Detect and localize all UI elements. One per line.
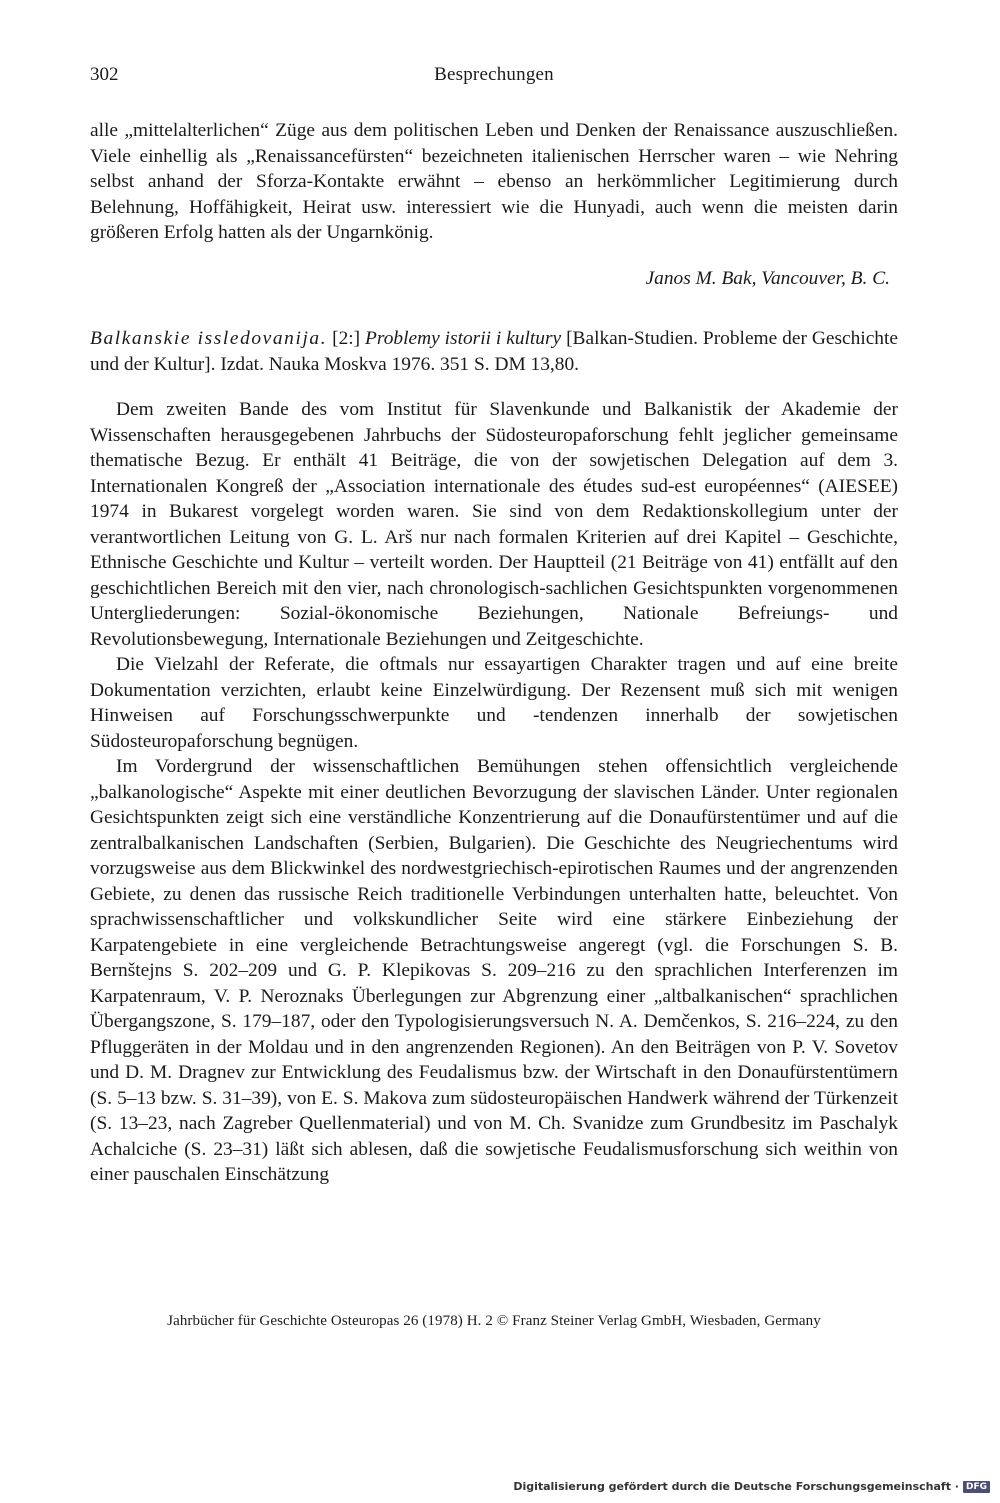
body-paragraph-2: Die Vielzahl der Referate, die oftmals nur essayartigen Charakter tragen und auf eine breite Dokumentation verzichten, erlaubt keine Einzelwürdigung. Der Rezensent muß sich mit wenigen Hinweisen auf Forschungsschwerpunkte und -tendenzen innerhalb der sowjetischen Südosteuropaforschung begnügen. bbox=[90, 654, 898, 752]
review-body bbox=[90, 397, 898, 1188]
digitization-note bbox=[513, 1480, 990, 1493]
body-paragraph-1: Dem zweiten Bande des vom Institut für Slavenkunde und Balkanistik der Akademie der Wissenschaften herausgegebenen Jahrbuchs der Südosteuropaforschung fehlt jeglicher gemeinsame thematische Bezug. Er enthält 41 Beiträge, die von der sowjetischen Delegation auf dem 3. Internationalen Kongreß der „Association internationale des études sud-est européennes“ (AIESEE) 1974 in Bukarest vorgelegt worden waren. Sie sind von dem Redaktionskollegium unter der verantwortlichen Leitung von G. L. Arš nur nach formalen Kriterien auf drei Kapitel – Geschichte, Ethnische Geschichte und Kultur – verteilt worden. Der Hauptteil (21 Beiträge von 41) entfällt auf den geschichtlichen Bereich mit den vier, nach chronologisch-sachlichen Gesichtspunkten vorgenommenen Untergliederungen: Sozial-ökonomische Beziehungen, Nationale Befreiungs- und Revolutionsbewegung, Internationale Beziehungen und Zeitgeschichte. bbox=[90, 399, 898, 650]
previous-review-paragraph: alle „mittelalterlichen“ Züge aus dem politischen Leben und Denken der Renaissance auszuschließen. Viele einhellig als „Renaissancefürsten“ bezeichneten italienischen Herrscher waren – wie Nehring selbst anhand der Sforza-Kontakte erwähnt – ebenso an herkömmlicher Legitimierung durch Belehnung, Hoffähigkeit, Heirat usw. interessiert wie die Hunyadi, auch wenn die meisten darin größeren Erfolg hatten als der Ungarnkönig. bbox=[90, 120, 898, 243]
citation-book-title: Problemy istorii i kultury bbox=[365, 328, 562, 349]
book-citation bbox=[90, 326, 898, 377]
body-paragraph-3: Im Vordergrund der wissenschaftlichen Bemühungen stehen offensichtlich vergleichende „balkanologische“ Aspekte mit einer deutlichen Bevorzugung der slavischen Länder. Unter regionalen Gesichtspunkten zeigt sich eine verständliche Konzentrierung auf die Donaufürstentümer und auf die zentralbalkanischen Landschaften (Serbien, Bulgarien). Die Geschichte des Neugriechentums wird vorzugsweise aus dem Blickwinkel des nordwestgriechisch-epirotischen Raumes und der angrenzenden Gebiete, zu denen das russische Reich traditionelle Verbindungen unterhalten hatte, beleuchtet. Von sprachwissenschaftlicher und volkskundlicher Seite wird eine stärkere Einbeziehung der Karpatengebiete in eine vergleichende Betrachtungsweise angeregt (vgl. die Forschungen S. B. Bernštejns S. 202–209 und G. P. Klepikovas S. 209–216 zu den sprachlichen Interferenzen im Karpatenraum, V. P. Neroznaks Überlegungen zur Abgrenzung einer „altbalkanischen“ sprachlichen Übergangszone, S. 179–187, oder den Typologisierungsversuch N. A. Demčenkos, S. 216–224, zu den Pfluggeräten in der Moldau und in den angrenzenden Regionen). An den Beiträgen von P. V. Sovetov und D. M. Dragnev zur Entwicklung des Feudalismus bzw. der Wirtschaft in den Donaufürstentümern (S. 5–13 bzw. S. 31–39), von E. S. Makova zum südosteuropäischen Handwerk während der Türkenzeit (S. 13–23, nach Zagreber Quellenmaterial) und von M. Ch. Svanidze zum Grundbesitz im Paschalyk Achalciche (S. 23–31) läßt sich ablesen, daß die sowjetische Feudalismusforschung sich weithin von einer pauschalen Einschätzung bbox=[90, 756, 898, 1185]
digitization-note-text: Digitalisierung gefördert durch die Deutsche Forschungsgemeinschaft · bbox=[513, 1480, 959, 1493]
citation-volume: [2:] bbox=[327, 328, 366, 349]
previous-review-ending bbox=[90, 118, 898, 246]
page-header bbox=[90, 64, 898, 96]
running-head: Besprechungen bbox=[434, 64, 554, 85]
citation-details: [Balkan-Studien. Probleme der Geschichte und der Kultur]. Izdat. Nauka Moskva 1976. 351 S. DM 13,80. bbox=[90, 328, 898, 375]
journal-footer: Jahrbücher für Geschichte Osteuropas 26 (1978) H. 2 © Franz Steiner Verlag GmbH, Wiesbaden, Germany bbox=[167, 1313, 821, 1329]
reviewer-signature: Janos M. Bak, Vancouver, B. C. bbox=[645, 268, 890, 289]
citation-series-title: Balkanskie issledovanija. bbox=[90, 328, 328, 349]
page-number: 302 bbox=[90, 64, 119, 85]
dfg-logo-icon: DFG bbox=[963, 1481, 990, 1493]
